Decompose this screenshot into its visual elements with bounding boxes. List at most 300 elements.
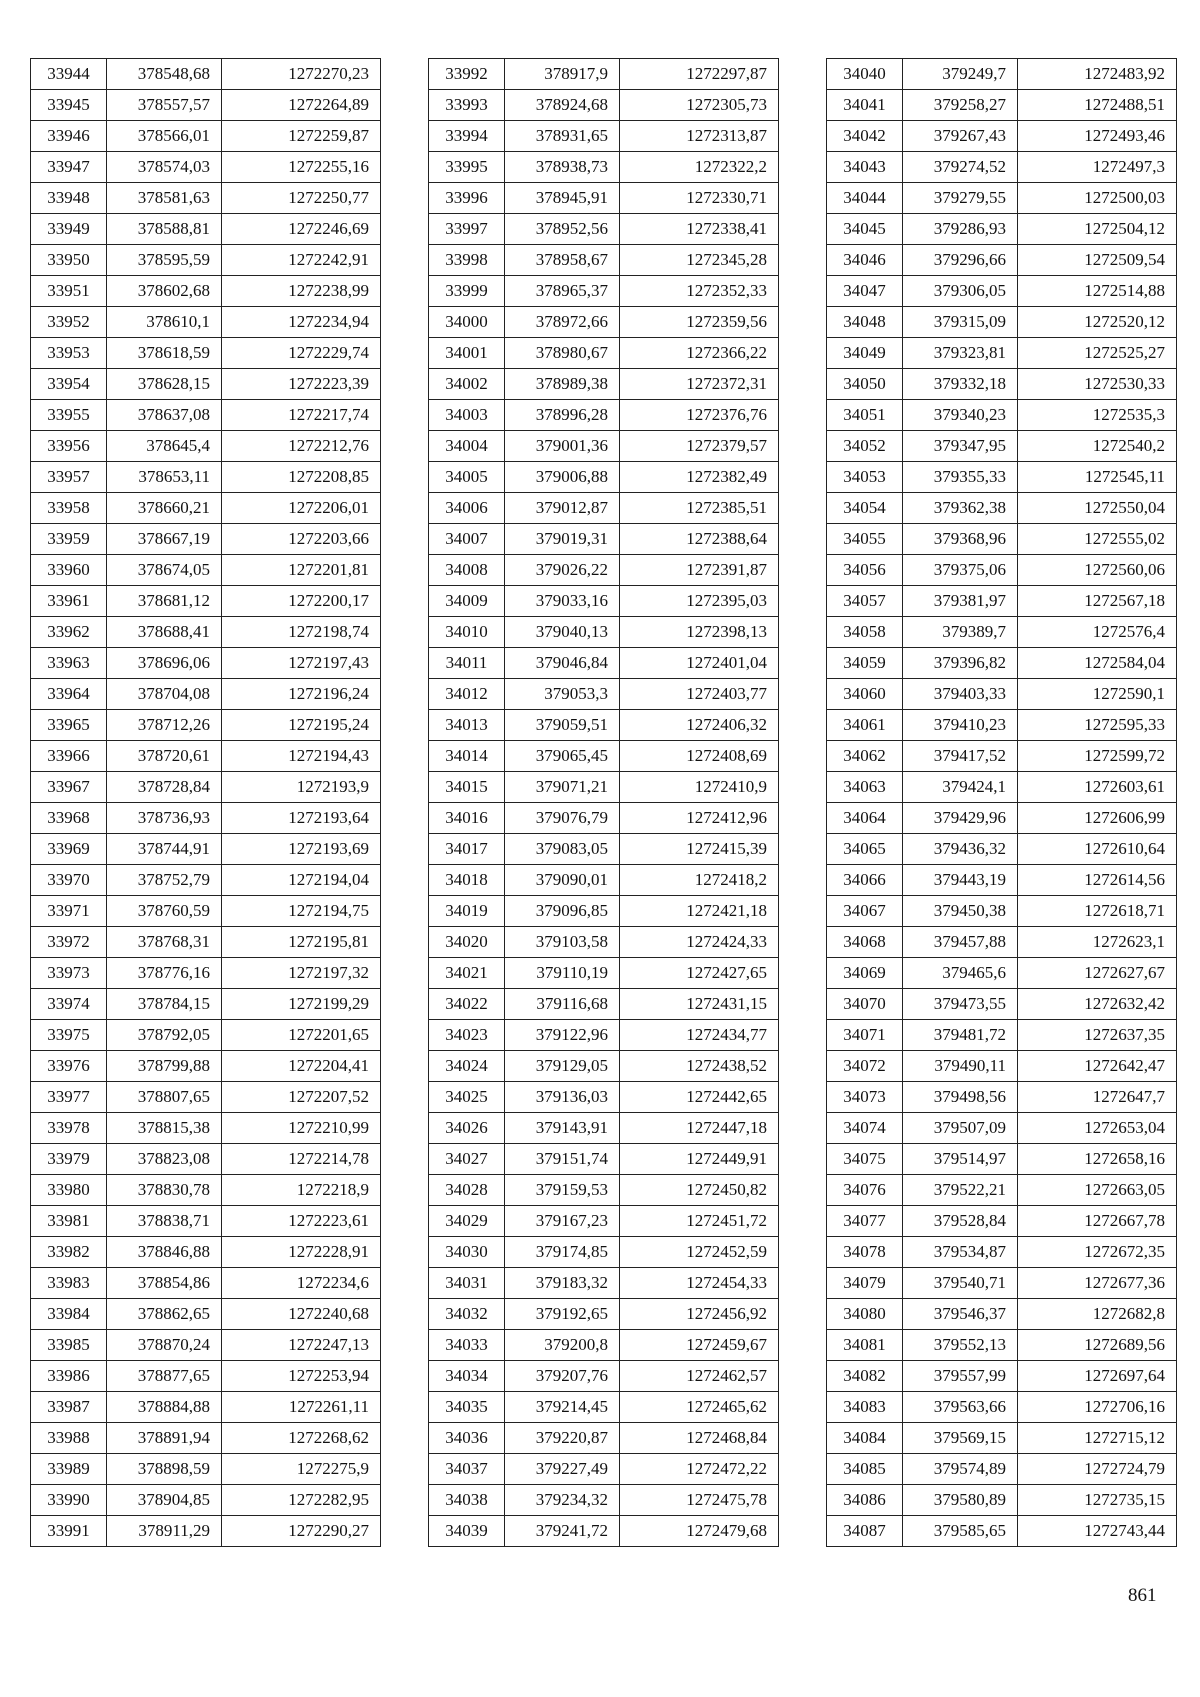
point-number-cell: 34075 [827,1144,903,1175]
x-coordinate-cell: 379540,71 [903,1268,1018,1299]
point-number-cell: 34032 [429,1299,505,1330]
table-row [31,462,381,493]
y-coordinate-cell: 1272201,65 [222,1020,381,1051]
y-coordinate-cell: 1272401,04 [620,648,779,679]
x-coordinate-cell: 379396,82 [903,648,1018,679]
point-number-cell: 34054 [827,493,903,524]
x-coordinate-cell: 379129,05 [505,1051,620,1082]
page-number: 861 [1128,1585,1157,1606]
y-coordinate-cell: 1272567,18 [1018,586,1177,617]
table-row [827,679,1177,710]
x-coordinate-cell: 379332,18 [903,369,1018,400]
x-coordinate-cell: 379090,01 [505,865,620,896]
y-coordinate-cell: 1272207,52 [222,1082,381,1113]
y-coordinate-cell: 1272395,03 [620,586,779,617]
point-number-cell: 33962 [31,617,107,648]
y-coordinate-cell: 1272210,99 [222,1113,381,1144]
table-row [429,865,779,896]
point-number-cell: 34077 [827,1206,903,1237]
y-coordinate-cell: 1272421,18 [620,896,779,927]
y-coordinate-cell: 1272697,64 [1018,1361,1177,1392]
table-row [429,400,779,431]
table-row [429,1423,779,1454]
point-number-cell: 34085 [827,1454,903,1485]
y-coordinate-cell: 1272560,06 [1018,555,1177,586]
y-coordinate-cell: 1272535,3 [1018,400,1177,431]
x-coordinate-cell: 379122,96 [505,1020,620,1051]
y-coordinate-cell: 1272449,91 [620,1144,779,1175]
point-number-cell: 34004 [429,431,505,462]
coordinates-table-2 [428,58,779,1547]
y-coordinate-cell: 1272403,77 [620,679,779,710]
table-row [31,710,381,741]
y-coordinate-cell: 1272194,43 [222,741,381,772]
point-number-cell: 34052 [827,431,903,462]
point-number-cell: 34008 [429,555,505,586]
y-coordinate-cell: 1272509,54 [1018,245,1177,276]
x-coordinate-cell: 379274,52 [903,152,1018,183]
y-coordinate-cell: 1272434,77 [620,1020,779,1051]
table-row [827,462,1177,493]
table-row [827,958,1177,989]
y-coordinate-cell: 1272504,12 [1018,214,1177,245]
x-coordinate-cell: 378838,71 [107,1206,222,1237]
y-coordinate-cell: 1272595,33 [1018,710,1177,741]
x-coordinate-cell: 379534,87 [903,1237,1018,1268]
table-row [827,1454,1177,1485]
y-coordinate-cell: 1272217,74 [222,400,381,431]
x-coordinate-cell: 378931,65 [505,121,620,152]
y-coordinate-cell: 1272322,2 [620,152,779,183]
table-row [827,1144,1177,1175]
table-row [429,493,779,524]
y-coordinate-cell: 1272427,65 [620,958,779,989]
table-row [429,1268,779,1299]
table-row [827,245,1177,276]
x-coordinate-cell: 378884,88 [107,1392,222,1423]
point-number-cell: 33981 [31,1206,107,1237]
x-coordinate-cell: 378637,08 [107,400,222,431]
point-number-cell: 34034 [429,1361,505,1392]
y-coordinate-cell: 1272212,76 [222,431,381,462]
point-number-cell: 33982 [31,1237,107,1268]
y-coordinate-cell: 1272366,22 [620,338,779,369]
y-coordinate-cell: 1272488,51 [1018,90,1177,121]
point-number-cell: 34080 [827,1299,903,1330]
y-coordinate-cell: 1272483,92 [1018,59,1177,90]
point-number-cell: 33996 [429,183,505,214]
y-coordinate-cell: 1272218,9 [222,1175,381,1206]
x-coordinate-cell: 379200,8 [505,1330,620,1361]
y-coordinate-cell: 1272647,7 [1018,1082,1177,1113]
x-coordinate-cell: 378854,86 [107,1268,222,1299]
x-coordinate-cell: 378602,68 [107,276,222,307]
point-number-cell: 34083 [827,1392,903,1423]
table-row [827,1299,1177,1330]
x-coordinate-cell: 379207,76 [505,1361,620,1392]
table-row [429,1299,779,1330]
table-row [31,1485,381,1516]
point-number-cell: 34023 [429,1020,505,1051]
x-coordinate-cell: 379214,45 [505,1392,620,1423]
x-coordinate-cell: 379340,23 [903,400,1018,431]
table-row [31,648,381,679]
x-coordinate-cell: 378581,63 [107,183,222,214]
x-coordinate-cell: 379012,87 [505,493,620,524]
table-row [827,1392,1177,1423]
point-number-cell: 34070 [827,989,903,1020]
point-number-cell: 34027 [429,1144,505,1175]
table-row [31,152,381,183]
table-row [429,896,779,927]
table-row [31,586,381,617]
point-number-cell: 34079 [827,1268,903,1299]
y-coordinate-cell: 1272242,91 [222,245,381,276]
y-coordinate-cell: 1272555,02 [1018,524,1177,555]
table-row [827,834,1177,865]
y-coordinate-cell: 1272618,71 [1018,896,1177,927]
table-row [827,648,1177,679]
y-coordinate-cell: 1272530,33 [1018,369,1177,400]
point-number-cell: 34021 [429,958,505,989]
y-coordinate-cell: 1272743,44 [1018,1516,1177,1547]
point-number-cell: 33987 [31,1392,107,1423]
table-row [31,431,381,462]
y-coordinate-cell: 1272246,69 [222,214,381,245]
x-coordinate-cell: 378588,81 [107,214,222,245]
y-coordinate-cell: 1272590,1 [1018,679,1177,710]
table-row [31,1175,381,1206]
y-coordinate-cell: 1272610,64 [1018,834,1177,865]
point-number-cell: 34031 [429,1268,505,1299]
x-coordinate-cell: 378807,65 [107,1082,222,1113]
point-number-cell: 33983 [31,1268,107,1299]
table-row [429,245,779,276]
y-coordinate-cell: 1272627,67 [1018,958,1177,989]
point-number-cell: 34033 [429,1330,505,1361]
y-coordinate-cell: 1272385,51 [620,493,779,524]
point-number-cell: 34044 [827,183,903,214]
x-coordinate-cell: 379227,49 [505,1454,620,1485]
x-coordinate-cell: 378744,91 [107,834,222,865]
table-row [827,90,1177,121]
y-coordinate-cell: 1272229,74 [222,338,381,369]
x-coordinate-cell: 379457,88 [903,927,1018,958]
y-coordinate-cell: 1272255,16 [222,152,381,183]
x-coordinate-cell: 378688,41 [107,617,222,648]
table-row [31,1144,381,1175]
x-coordinate-cell: 379403,33 [903,679,1018,710]
x-coordinate-cell: 379143,91 [505,1113,620,1144]
table-row [827,772,1177,803]
table-row [827,865,1177,896]
point-number-cell: 34066 [827,865,903,896]
table-row [429,989,779,1020]
y-coordinate-cell: 1272198,74 [222,617,381,648]
x-coordinate-cell: 378989,38 [505,369,620,400]
y-coordinate-cell: 1272682,8 [1018,1299,1177,1330]
x-coordinate-cell: 379368,96 [903,524,1018,555]
x-coordinate-cell: 378911,29 [107,1516,222,1547]
table-row [827,152,1177,183]
x-coordinate-cell: 378952,56 [505,214,620,245]
point-number-cell: 34050 [827,369,903,400]
table-row [31,1206,381,1237]
y-coordinate-cell: 1272408,69 [620,741,779,772]
y-coordinate-cell: 1272431,15 [620,989,779,1020]
x-coordinate-cell: 379110,19 [505,958,620,989]
y-coordinate-cell: 1272234,6 [222,1268,381,1299]
point-number-cell: 34029 [429,1206,505,1237]
point-number-cell: 34018 [429,865,505,896]
table-row [827,1020,1177,1051]
table-row [429,1020,779,1051]
y-coordinate-cell: 1272424,33 [620,927,779,958]
y-coordinate-cell: 1272305,73 [620,90,779,121]
point-number-cell: 34020 [429,927,505,958]
point-number-cell: 34038 [429,1485,505,1516]
x-coordinate-cell: 379159,53 [505,1175,620,1206]
x-coordinate-cell: 378830,78 [107,1175,222,1206]
table-row [429,369,779,400]
y-coordinate-cell: 1272382,49 [620,462,779,493]
table-row [827,276,1177,307]
y-coordinate-cell: 1272196,24 [222,679,381,710]
x-coordinate-cell: 379296,66 [903,245,1018,276]
table-row [429,90,779,121]
x-coordinate-cell: 378996,28 [505,400,620,431]
y-coordinate-cell: 1272663,05 [1018,1175,1177,1206]
point-number-cell: 34071 [827,1020,903,1051]
table-row [827,59,1177,90]
table-row [31,1516,381,1547]
x-coordinate-cell: 378548,68 [107,59,222,90]
point-number-cell: 33955 [31,400,107,431]
point-number-cell: 33991 [31,1516,107,1547]
y-coordinate-cell: 1272653,04 [1018,1113,1177,1144]
table-row [429,927,779,958]
x-coordinate-cell: 378674,05 [107,555,222,586]
point-number-cell: 33954 [31,369,107,400]
point-number-cell: 34067 [827,896,903,927]
y-coordinate-cell: 1272194,75 [222,896,381,927]
table-row [31,90,381,121]
y-coordinate-cell: 1272545,11 [1018,462,1177,493]
table-row [429,524,779,555]
x-coordinate-cell: 379046,84 [505,648,620,679]
y-coordinate-cell: 1272201,81 [222,555,381,586]
y-coordinate-cell: 1272493,46 [1018,121,1177,152]
point-number-cell: 33948 [31,183,107,214]
x-coordinate-cell: 379249,7 [903,59,1018,90]
table-row [429,276,779,307]
table-row [429,121,779,152]
point-number-cell: 34078 [827,1237,903,1268]
point-number-cell: 33957 [31,462,107,493]
y-coordinate-cell: 1272689,56 [1018,1330,1177,1361]
x-coordinate-cell: 379258,27 [903,90,1018,121]
x-coordinate-cell: 378846,88 [107,1237,222,1268]
table-row [827,741,1177,772]
y-coordinate-cell: 1272223,39 [222,369,381,400]
x-coordinate-cell: 379580,89 [903,1485,1018,1516]
table-row [827,214,1177,245]
point-number-cell: 34025 [429,1082,505,1113]
x-coordinate-cell: 379507,09 [903,1113,1018,1144]
table-row [827,1361,1177,1392]
x-coordinate-cell: 379569,15 [903,1423,1018,1454]
x-coordinate-cell: 379136,03 [505,1082,620,1113]
y-coordinate-cell: 1272259,87 [222,121,381,152]
point-number-cell: 34046 [827,245,903,276]
table-row [31,369,381,400]
coordinates-table-3 [826,58,1177,1547]
y-coordinate-cell: 1272472,22 [620,1454,779,1485]
table-row [31,1051,381,1082]
x-coordinate-cell: 379522,21 [903,1175,1018,1206]
table-row [31,1020,381,1051]
point-number-cell: 34047 [827,276,903,307]
point-number-cell: 34013 [429,710,505,741]
y-coordinate-cell: 1272418,2 [620,865,779,896]
table-row [31,1268,381,1299]
point-number-cell: 33973 [31,958,107,989]
x-coordinate-cell: 378704,08 [107,679,222,710]
x-coordinate-cell: 378862,65 [107,1299,222,1330]
point-number-cell: 34076 [827,1175,903,1206]
table-row [31,338,381,369]
x-coordinate-cell: 378566,01 [107,121,222,152]
x-coordinate-cell: 378870,24 [107,1330,222,1361]
y-coordinate-cell: 1272194,04 [222,865,381,896]
point-number-cell: 33961 [31,586,107,617]
point-number-cell: 34002 [429,369,505,400]
x-coordinate-cell: 378574,03 [107,152,222,183]
x-coordinate-cell: 378728,84 [107,772,222,803]
point-number-cell: 34049 [827,338,903,369]
x-coordinate-cell: 379267,43 [903,121,1018,152]
x-coordinate-cell: 379006,88 [505,462,620,493]
point-number-cell: 33974 [31,989,107,1020]
point-number-cell: 34028 [429,1175,505,1206]
y-coordinate-cell: 1272406,32 [620,710,779,741]
point-number-cell: 33986 [31,1361,107,1392]
point-number-cell: 33979 [31,1144,107,1175]
y-coordinate-cell: 1272456,92 [620,1299,779,1330]
point-number-cell: 34019 [429,896,505,927]
table-row [31,1113,381,1144]
table-row [429,1237,779,1268]
x-coordinate-cell: 378898,59 [107,1454,222,1485]
table-row [429,152,779,183]
point-number-cell: 34000 [429,307,505,338]
point-number-cell: 33998 [429,245,505,276]
table-row [827,400,1177,431]
x-coordinate-cell: 379574,89 [903,1454,1018,1485]
y-coordinate-cell: 1272282,95 [222,1485,381,1516]
y-coordinate-cell: 1272204,41 [222,1051,381,1082]
x-coordinate-cell: 379323,81 [903,338,1018,369]
x-coordinate-cell: 379183,32 [505,1268,620,1299]
point-number-cell: 34061 [827,710,903,741]
x-coordinate-cell: 379167,23 [505,1206,620,1237]
y-coordinate-cell: 1272637,35 [1018,1020,1177,1051]
point-number-cell: 34086 [827,1485,903,1516]
point-number-cell: 33949 [31,214,107,245]
y-coordinate-cell: 1272193,69 [222,834,381,865]
table-row [429,679,779,710]
y-coordinate-cell: 1272465,62 [620,1392,779,1423]
x-coordinate-cell: 378784,15 [107,989,222,1020]
table-row [31,276,381,307]
table-row [31,307,381,338]
table-row [429,183,779,214]
point-number-cell: 33952 [31,307,107,338]
x-coordinate-cell: 379514,97 [903,1144,1018,1175]
x-coordinate-cell: 378980,67 [505,338,620,369]
point-number-cell: 34057 [827,586,903,617]
y-coordinate-cell: 1272447,18 [620,1113,779,1144]
x-coordinate-cell: 379362,38 [903,493,1018,524]
point-number-cell: 33944 [31,59,107,90]
table-row [31,834,381,865]
table-row [429,648,779,679]
table-row [827,1082,1177,1113]
y-coordinate-cell: 1272391,87 [620,555,779,586]
x-coordinate-cell: 379585,65 [903,1516,1018,1547]
y-coordinate-cell: 1272735,15 [1018,1485,1177,1516]
y-coordinate-cell: 1272677,36 [1018,1268,1177,1299]
y-coordinate-cell: 1272197,43 [222,648,381,679]
x-coordinate-cell: 379490,11 [903,1051,1018,1082]
x-coordinate-cell: 378645,4 [107,431,222,462]
point-number-cell: 34011 [429,648,505,679]
x-coordinate-cell: 378799,88 [107,1051,222,1082]
table-row [429,1485,779,1516]
point-number-cell: 33978 [31,1113,107,1144]
y-coordinate-cell: 1272497,3 [1018,152,1177,183]
x-coordinate-cell: 379498,56 [903,1082,1018,1113]
table-row [429,772,779,803]
table-row [827,183,1177,214]
table-row [31,1392,381,1423]
table-row [429,741,779,772]
table-row [827,431,1177,462]
table-row [31,1082,381,1113]
table-row [31,617,381,648]
y-coordinate-cell: 1272261,11 [222,1392,381,1423]
point-number-cell: 33984 [31,1299,107,1330]
y-coordinate-cell: 1272352,33 [620,276,779,307]
point-number-cell: 34012 [429,679,505,710]
table-row [827,896,1177,927]
point-number-cell: 34040 [827,59,903,90]
x-coordinate-cell: 379528,84 [903,1206,1018,1237]
y-coordinate-cell: 1272475,78 [620,1485,779,1516]
y-coordinate-cell: 1272451,72 [620,1206,779,1237]
point-number-cell: 34043 [827,152,903,183]
table-row [429,431,779,462]
table-row [31,679,381,710]
y-coordinate-cell: 1272525,27 [1018,338,1177,369]
table-row [31,183,381,214]
x-coordinate-cell: 379241,72 [505,1516,620,1547]
y-coordinate-cell: 1272540,2 [1018,431,1177,462]
table-row [31,493,381,524]
y-coordinate-cell: 1272214,78 [222,1144,381,1175]
x-coordinate-cell: 379557,99 [903,1361,1018,1392]
x-coordinate-cell: 379375,06 [903,555,1018,586]
